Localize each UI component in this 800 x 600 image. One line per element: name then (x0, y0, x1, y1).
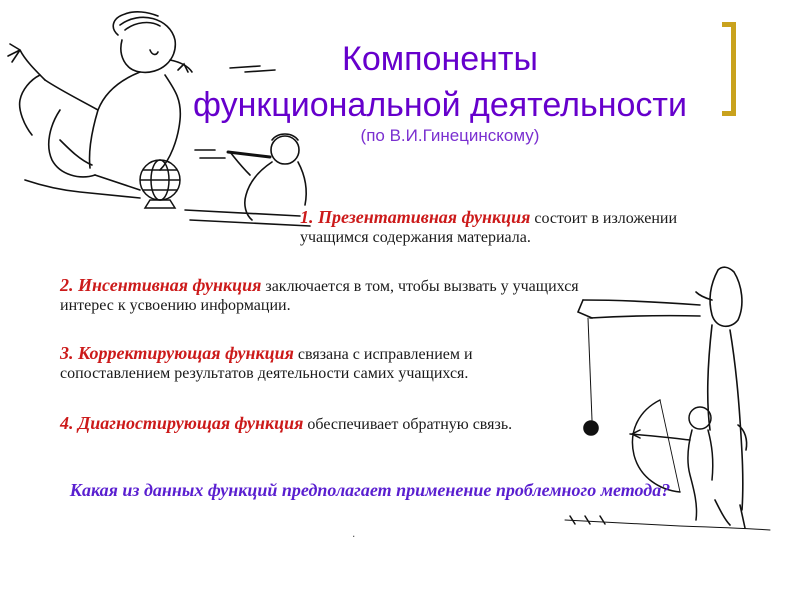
function-text: обеспечивает обратную связь. (307, 416, 513, 433)
function-text: состоит в изложении учащимся содержания материала. (300, 210, 677, 246)
globe-sketch (140, 160, 180, 208)
function-text: связана с исправлением и сопоставлением результатов деятельности самих учащихся. (60, 346, 473, 382)
function-heading: 3. Корректирующая функция (60, 343, 294, 363)
slide-title (120, 36, 760, 128)
question-text: Какая из данных функций предполагает применение проблемного метода? (69, 480, 671, 500)
title-line-1: Компоненты (342, 40, 538, 78)
function-item-3 (60, 344, 580, 383)
function-item-4 (60, 410, 580, 438)
function-heading: 2. Инсентивная функция (60, 275, 262, 295)
function-heading: 4. Диагностирующая функция (60, 413, 304, 433)
function-item-2 (60, 276, 620, 315)
slide-subtitle: (по В.И.Гинецинскому) (360, 126, 540, 145)
trailing-dot: . (352, 526, 356, 540)
boy-sketch (185, 134, 310, 226)
function-item-1 (300, 208, 700, 247)
function-heading: 1. Презентативная функция (300, 207, 531, 227)
title-line-2: функциональной деятельности (193, 86, 687, 124)
function-text: заключается в том, чтобы вызвать у учащихся интерес к усвоению информации. (60, 278, 579, 314)
